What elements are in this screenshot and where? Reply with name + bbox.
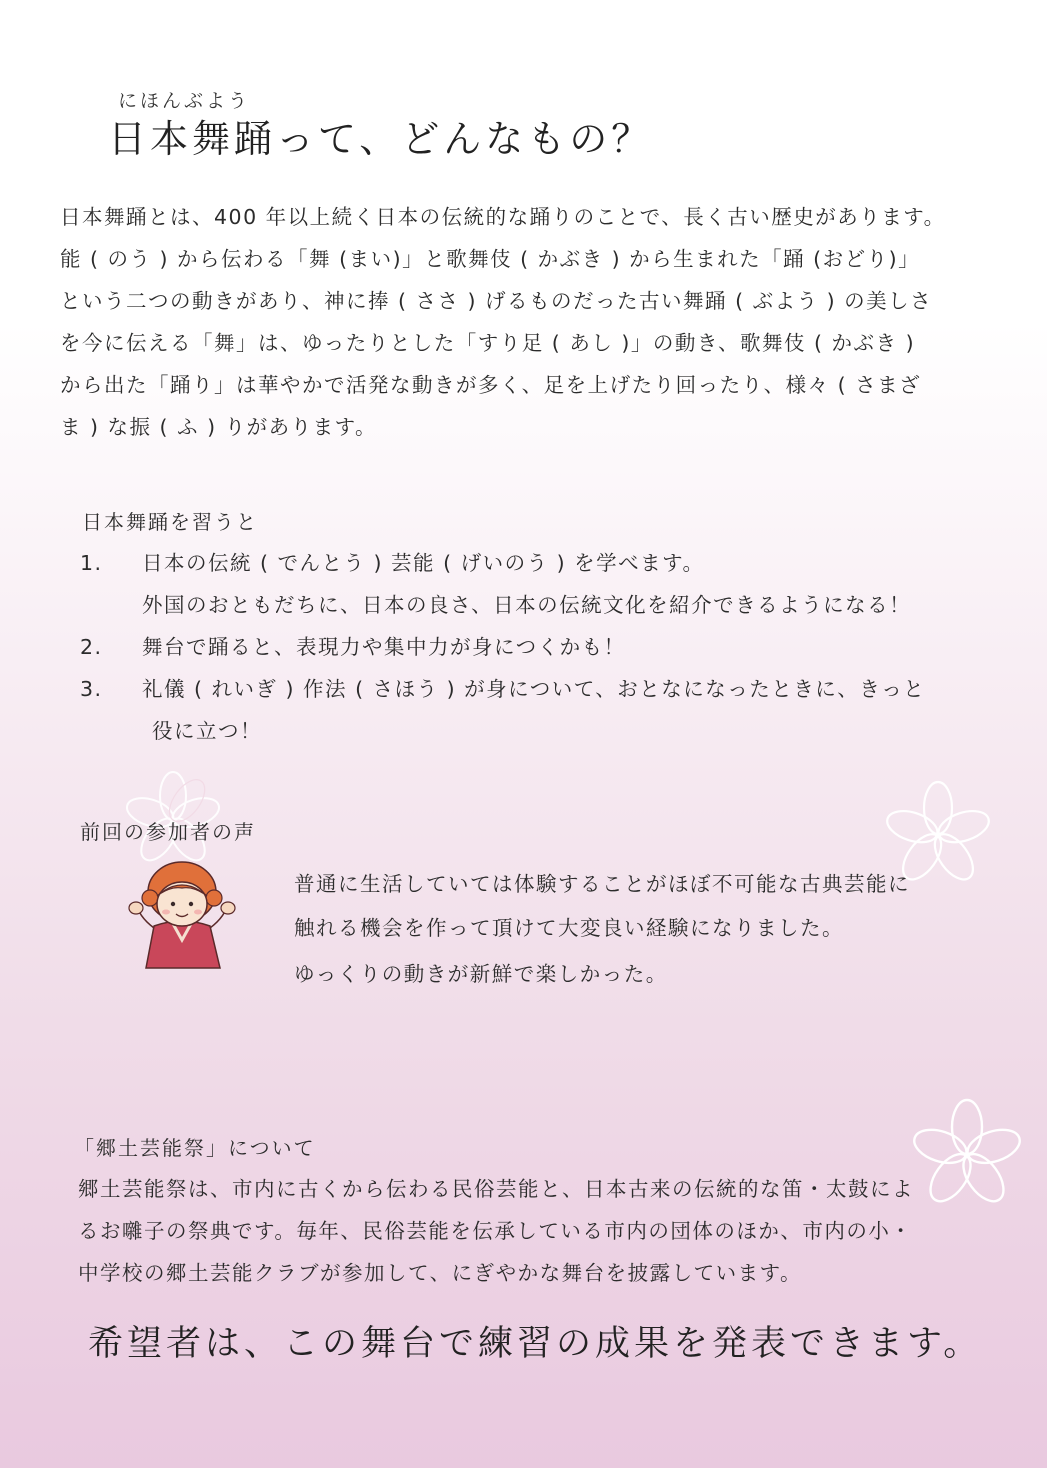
girl-illustration	[124, 856, 240, 974]
list-text-continued: 外国のおともだちに、日本の良さ、日本の伝統文化を紹介できるようになる！	[142, 593, 912, 617]
closing-message: 希望者は、この舞台で練習の成果を発表できます。	[88, 1324, 983, 1364]
benefit-list	[80, 542, 925, 752]
list-item	[80, 626, 925, 668]
voices-text	[294, 862, 910, 996]
list-text: 日本の伝統 ( でんとう ) 芸能 ( げいのう ) を学べます。	[142, 551, 705, 575]
flower-decoration-right-bottom	[905, 1098, 1030, 1213]
voice-line: 普通に生活していては体験することがほぼ不可能な古典芸能に	[294, 872, 910, 896]
intro-line: 日本舞踊とは、400 年以上続く日本の伝統的な踊りのことで、長く古い歴史があります。	[60, 205, 946, 229]
festival-line: 中学校の郷土芸能クラブが参加して、にぎやかな舞台を披露しています。	[78, 1261, 802, 1285]
list-text: 礼儀 ( れいぎ ) 作法 ( さほう ) が身について、おとなになったときに、きっと	[142, 677, 926, 701]
list-item	[80, 542, 925, 626]
page-title: 日本舞踊って、どんなもの？	[108, 117, 654, 161]
voice-line: ゆっくりの動きが新鮮で楽しかった。	[294, 962, 668, 986]
title-ruby: にほんぶよう	[118, 90, 251, 112]
festival-paragraph	[78, 1168, 914, 1294]
intro-line: から出た「踊り」は華やかで活発な動きが多く、足を上げたり回ったり、様々 ( さまざ	[60, 373, 922, 397]
list-text: 舞台で踊ると、表現力や集中力が身につくかも！	[142, 635, 626, 659]
list-number: 2.	[80, 635, 103, 659]
intro-line: ま ) な振 ( ふ ) りがあります。	[60, 415, 377, 439]
intro-line: 能 ( のう ) から伝わる「舞 (まい)」と歌舞伎 ( かぶき ) から生まれた「踊 (おどり)」	[60, 247, 921, 271]
list-text-continued: 役に立つ！	[152, 719, 262, 743]
learning-title: 日本舞踊を習うと	[82, 510, 258, 534]
voice-line: 触れる機会を作って頂けて大変良い経験になりました。	[294, 916, 844, 940]
intro-line: を今に伝える「舞」は、ゆったりとした「すり足 ( あし )」の動き、歌舞伎 ( かぶき )	[60, 331, 916, 355]
list-item	[80, 668, 925, 752]
festival-line: 郷土芸能祭は、市内に古くから伝わる民俗芸能と、日本古来の伝統的な笛・太鼓によ	[78, 1177, 914, 1201]
intro-line: という二つの動きがあり、神に捧 ( ささ ) げるものだった古い舞踊 ( ぶよう ) の美しさ	[60, 289, 933, 313]
voices-title: 前回の参加者の声	[80, 820, 256, 844]
festival-title: 「郷土芸能祭」について	[74, 1136, 316, 1160]
list-number: 3.	[80, 677, 103, 701]
festival-line: るお囃子の祭典です。毎年、民俗芸能を伝承している市内の団体のほか、市内の小・	[78, 1219, 913, 1243]
list-number: 1.	[80, 551, 103, 575]
intro-paragraph	[60, 196, 1010, 448]
